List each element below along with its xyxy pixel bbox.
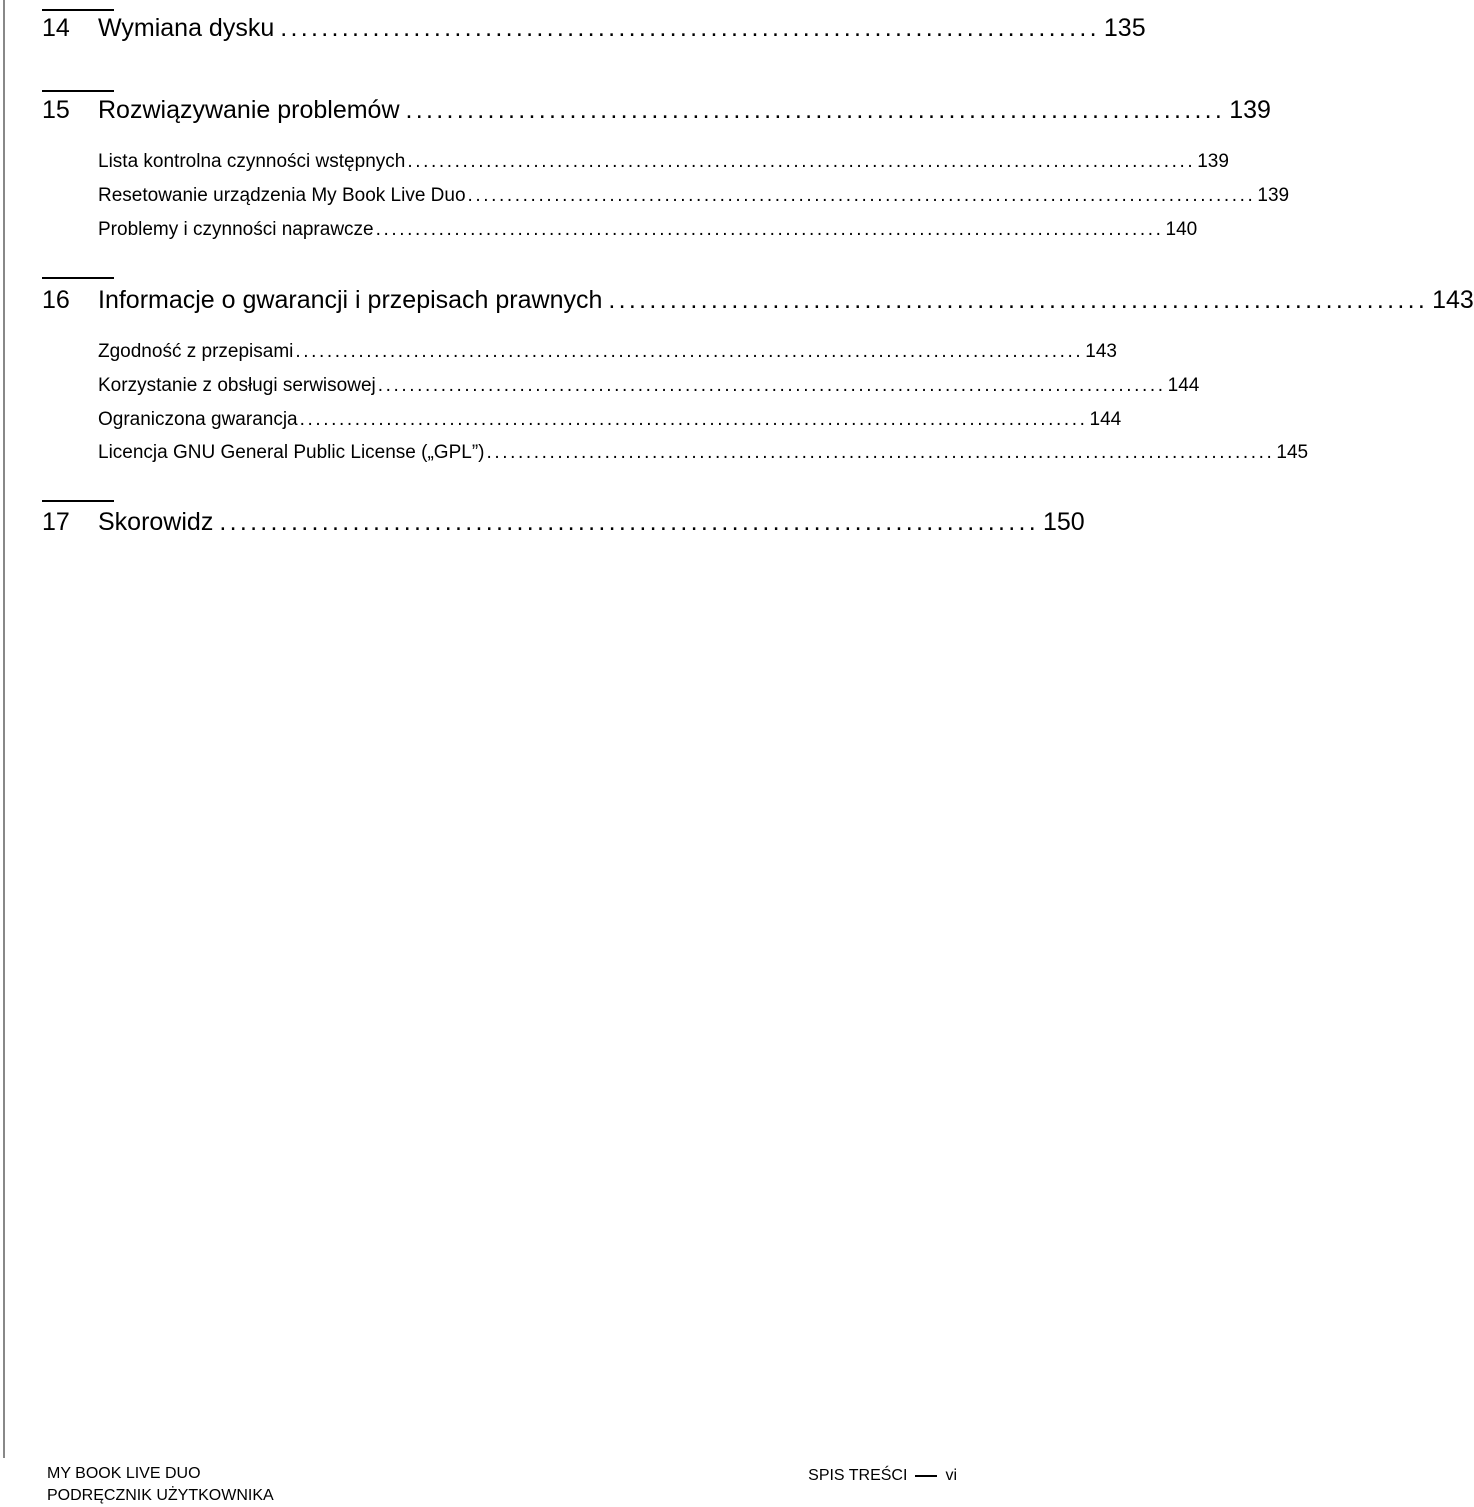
footer-section-name: SPIS TREŚCI — [808, 1467, 908, 1484]
section-title: Korzystanie z obsługi serwisowej — [98, 375, 376, 396]
toc-chapter-14[interactable] — [42, 14, 1146, 54]
section-title: Zgodność z przepisami — [98, 341, 294, 362]
section-page: 143 — [1085, 341, 1117, 362]
section-page: 140 — [1165, 219, 1198, 240]
leader-dots: .................................................................................................... — [299, 409, 1088, 430]
section-title: Resetowanie urządzenia My Book Live Duo — [98, 185, 466, 206]
leader-dots: .................................................................................................... — [377, 375, 1166, 396]
toc-section[interactable] — [98, 341, 1117, 369]
chapter-number: 14 — [42, 14, 70, 42]
chapter-number: 17 — [42, 508, 70, 536]
section-page: 144 — [1089, 409, 1122, 430]
chapter-number: 16 — [42, 286, 70, 314]
chapter-divider — [42, 277, 114, 279]
leader-dots: .................................................................................................... — [295, 341, 1084, 362]
footer-product — [47, 1463, 274, 1507]
section-title: Ograniczona gwarancja — [98, 409, 298, 430]
chapter-page: 135 — [1103, 14, 1146, 42]
footer-manual-name: PODRĘCZNIK UŻYTKOWNIKA — [47, 1487, 274, 1504]
toc-chapter-15[interactable] — [42, 96, 1271, 136]
section-title: Problemy i czynności naprawcze — [98, 219, 374, 240]
leader-dots: .................................................................................................... — [486, 442, 1275, 463]
footer-dash — [915, 1475, 937, 1477]
footer-section — [808, 1467, 957, 1485]
leader-dots: .................................................................................................... — [375, 219, 1164, 240]
toc-section[interactable] — [98, 185, 1290, 213]
leader-dots: ................................................................................ — [405, 96, 1226, 124]
toc-section[interactable] — [98, 375, 1200, 403]
section-page: 139 — [1257, 185, 1290, 206]
section-page: 139 — [1197, 151, 1229, 172]
page-margin-rule — [3, 0, 5, 1458]
chapter-title: Wymiana dysku — [98, 14, 275, 42]
leader-dots: .................................................................................................... — [467, 185, 1256, 206]
toc-section[interactable] — [98, 219, 1198, 247]
section-page: 145 — [1276, 442, 1309, 463]
chapter-divider — [42, 500, 114, 502]
leader-dots: ................................................................................ — [219, 508, 1039, 536]
section-title: Lista kontrolna czynności wstępnych — [98, 151, 406, 172]
toc-section[interactable] — [98, 151, 1229, 179]
section-page: 144 — [1167, 375, 1200, 396]
footer-product-name: MY BOOK LIVE DUO — [47, 1465, 201, 1482]
toc-chapter-17[interactable] — [42, 508, 1085, 548]
chapter-page: 143 — [1432, 286, 1474, 314]
toc-chapter-16[interactable] — [42, 286, 1474, 326]
leader-dots: ................................................................................ — [280, 14, 1100, 42]
chapter-page: 139 — [1229, 96, 1271, 124]
chapter-title: Informacje o gwarancji i przepisach prawnych — [98, 286, 603, 314]
toc-section[interactable] — [98, 442, 1309, 470]
leader-dots: ................................................................................ — [608, 286, 1429, 314]
leader-dots: .................................................................................................... — [407, 151, 1196, 172]
chapter-title: Skorowidz — [98, 508, 214, 536]
footer-page-number: vi — [945, 1467, 957, 1484]
toc-section[interactable] — [98, 409, 1122, 437]
chapter-title: Rozwiązywanie problemów — [98, 96, 400, 124]
chapter-divider — [42, 90, 114, 92]
chapter-number: 15 — [42, 96, 70, 124]
chapter-page: 150 — [1043, 508, 1085, 536]
section-title: Licencja GNU General Public License („GPL”) — [98, 442, 485, 463]
chapter-divider — [42, 9, 114, 11]
